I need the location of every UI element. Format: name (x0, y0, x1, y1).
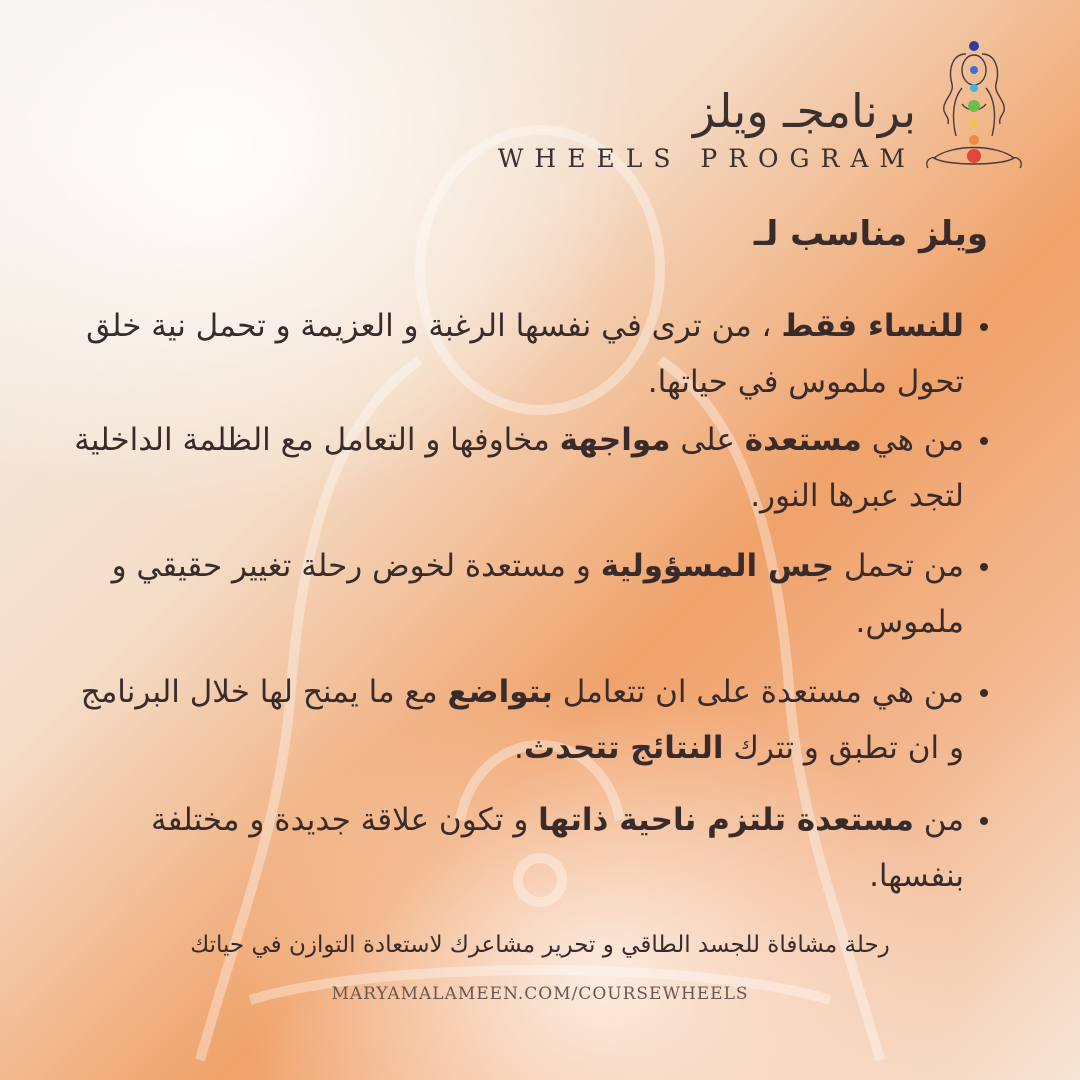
item-bold-text: بتواضع (447, 674, 553, 710)
item-text: من (913, 802, 964, 838)
meditating-woman-chakra-icon (922, 40, 1026, 180)
list-item (72, 298, 988, 410)
item-text: من هي مستعدة على ان تتعامل (552, 674, 964, 710)
item-text: على (670, 422, 745, 458)
brand-name-arabic: برنامجـ ويلز (692, 84, 916, 138)
item-text: من هي (861, 422, 964, 458)
item-text: و مستعدة لخوض رحلة تغيير حقيقي و ملموس. (111, 548, 964, 640)
tagline: رحلة مشافاة للجسد الطاقي و تحرير مشاعرك لاستعادة التوازن في حياتك (190, 932, 890, 958)
website-url[interactable]: MARYAMALAMEEN.COM/COURSEWHEELS (331, 984, 749, 1004)
item-text: ، من ترى في نفسها الرغبة و العزيمة و تحمل نية خلق تحول ملموس في حياتها. (86, 308, 964, 400)
item-text: مخاوفها و التعامل مع الظلمة الداخلية لتجد عبرها النور. (74, 422, 964, 514)
brand-name-english: WHEELS PROGRAM (497, 144, 916, 173)
item-bold-text: مستعدة تلتزم ناحية ذاتها (538, 802, 914, 838)
item-bold-text: النتائج تتحدث (523, 730, 724, 766)
item-text: مع ما يمنح لها خلال البرنامج و ان تطبق و تترك (80, 674, 964, 766)
item-bold-text: حِس المسؤولية (600, 548, 835, 584)
item-bold-text: للنساء فقط (781, 308, 964, 344)
item-bold-text: مستعدة (744, 422, 862, 458)
item-text: من تحمل (834, 548, 964, 584)
item-text: . (513, 730, 524, 766)
section-heading: ويلز مناسب لـ (753, 214, 988, 254)
list-item (72, 664, 988, 776)
list-item (72, 412, 988, 524)
item-text: و تكون علاقة جديدة و مختلفة بنفسها. (151, 802, 964, 894)
list-item (72, 538, 988, 650)
list-item (72, 792, 988, 904)
brand-header (466, 40, 1026, 180)
item-bold-text: مواجهة (559, 422, 671, 458)
